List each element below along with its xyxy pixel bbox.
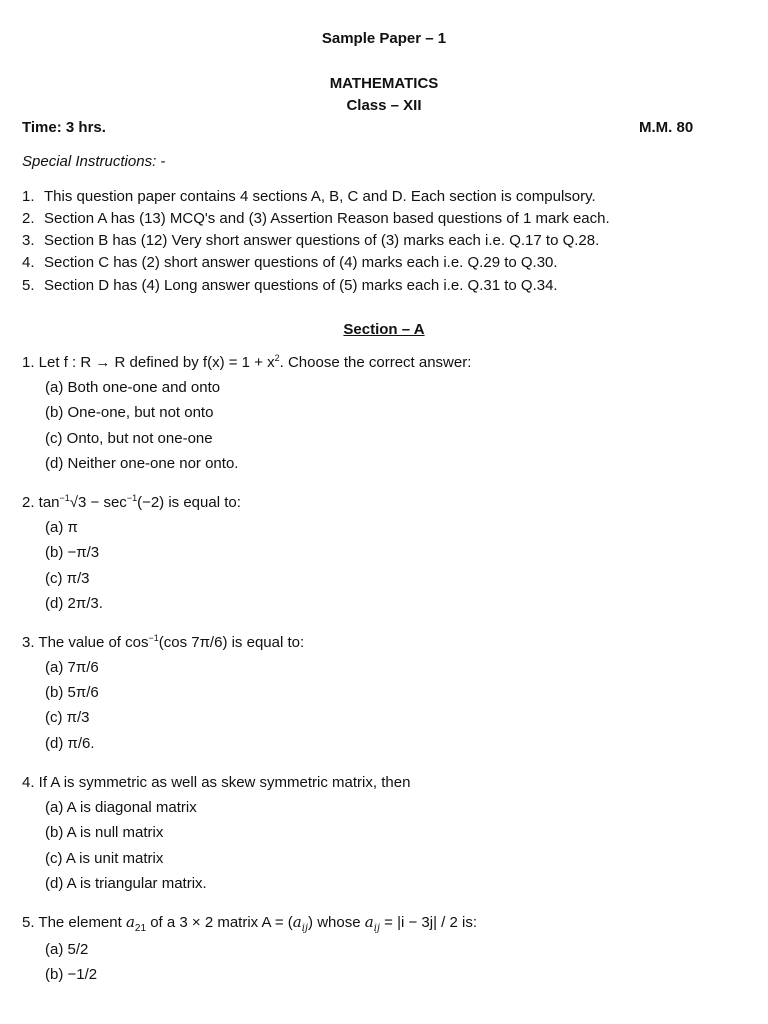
instruction-number: 1. [22, 188, 35, 205]
question-text: . Choose the correct answer: [279, 354, 472, 371]
question-text: ) whose [308, 914, 365, 931]
question-2 [22, 494, 241, 511]
instruction-item [22, 232, 599, 249]
instruction-item [22, 254, 558, 271]
subject-title: MATHEMATICS [329, 75, 439, 92]
matrix-element-variable: a [364, 913, 374, 931]
question-text: = |i − 3j| / 2 is: [380, 914, 478, 931]
exponent: −1 [126, 493, 138, 503]
question-5 [22, 913, 477, 934]
matrix-element-variable: a [292, 913, 302, 931]
instruction-item [22, 188, 596, 205]
option: (b) A is null matrix [45, 824, 164, 841]
question-text: 3. The value of cos [22, 634, 149, 651]
question-text: 5. The element [22, 914, 126, 931]
option: (c) π/3 [45, 709, 90, 726]
option: (d) π/6. [45, 735, 95, 752]
instruction-text: Section D has (4) Long answer questions of (5) marks each i.e. Q.31 to Q.34. [44, 277, 558, 294]
option: (c) π/3 [45, 570, 90, 587]
question-text: √3 − sec [69, 494, 127, 511]
max-marks-label: M.M. 80 [639, 119, 694, 136]
question-text: (−2) is equal to: [137, 494, 241, 511]
option: (a) 7π/6 [45, 659, 99, 676]
question-text: 1. Let f : R [22, 354, 96, 371]
question-1 [22, 354, 471, 371]
option: (b) 5π/6 [45, 684, 99, 701]
question-3 [22, 634, 304, 651]
question-text: of a 3 × 2 matrix A = ( [146, 914, 293, 931]
question-text: (cos 7π/6) is equal to: [158, 634, 305, 651]
instruction-number: 4. [22, 254, 35, 271]
option: (a) Both one-one and onto [45, 379, 221, 396]
instruction-text: Section C has (2) short answer questions of (4) marks each i.e. Q.29 to Q.30. [44, 254, 558, 271]
option: (a) 5/2 [45, 941, 89, 958]
question-text: 2. tan [22, 494, 60, 511]
option: (c) Onto, but not one-one [45, 430, 213, 447]
option: (a) π [45, 519, 78, 536]
time-label: Time: 3 hrs. [22, 119, 106, 136]
option: (a) A is diagonal matrix [45, 799, 197, 816]
option: (b) −1/2 [45, 966, 98, 983]
instructions-heading: Special Instructions: - [22, 153, 166, 170]
exponent: −1 [148, 633, 159, 643]
instruction-item [22, 277, 558, 294]
exponent: −1 [59, 493, 70, 503]
exponent: 2 [274, 353, 280, 363]
instruction-number: 2. [22, 210, 35, 227]
arrow-icon: → [95, 354, 111, 371]
question-text: R defined by f(x) = 1 + x [110, 354, 275, 371]
option: (d) Neither one-one nor onto. [45, 455, 239, 472]
subscript: 21 [134, 923, 147, 934]
option: (d) A is triangular matrix. [45, 875, 207, 892]
option: (d) 2π/3. [45, 595, 103, 612]
class-label: Class – XII [346, 97, 422, 114]
option: (b) −π/3 [45, 544, 100, 561]
instruction-text: Section A has (13) MCQ's and (3) Assertion Reason based questions of 1 mark each. [44, 210, 610, 227]
instruction-text: This question paper contains 4 sections A, B, C and D. Each section is compulsory. [44, 188, 596, 205]
question-4: 4. If A is symmetric as well as skew symmetric matrix, then [22, 774, 411, 791]
instruction-text: Section B has (12) Very short answer questions of (3) marks each i.e. Q.17 to Q.28. [44, 232, 600, 249]
option: (b) One-one, but not onto [45, 404, 214, 421]
instruction-number: 3. [22, 232, 35, 249]
instruction-number: 5. [22, 277, 35, 294]
option: (c) A is unit matrix [45, 850, 164, 867]
paper-title: Sample Paper – 1 [321, 30, 447, 47]
section-heading: Section – A [343, 321, 425, 338]
instruction-item [22, 210, 610, 227]
subscript: ij [301, 923, 309, 934]
matrix-element-variable: a [125, 913, 135, 931]
subscript: ij [373, 923, 381, 934]
